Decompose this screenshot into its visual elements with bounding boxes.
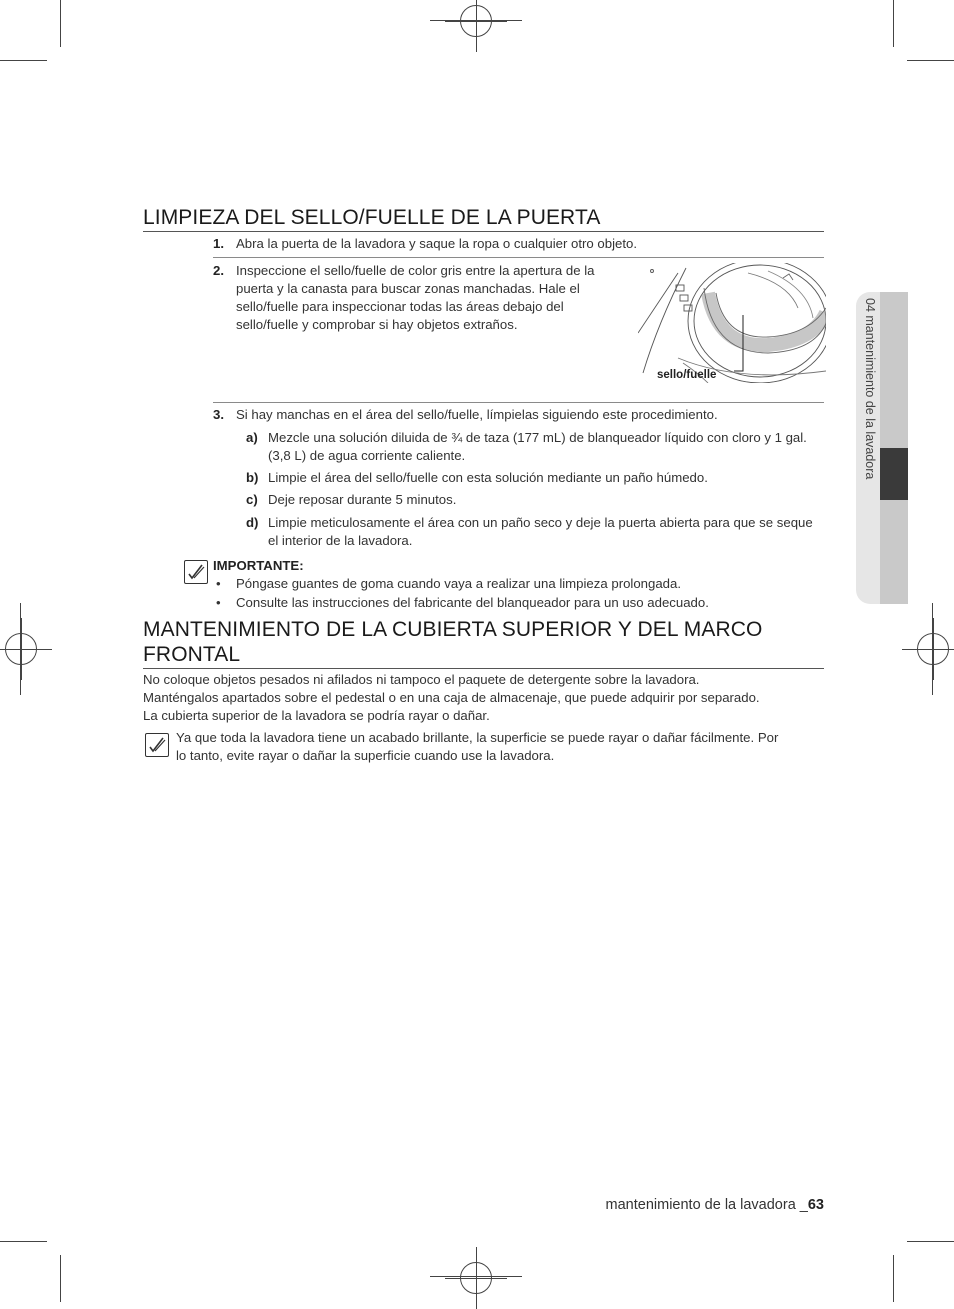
step-text: Abra la puerta de la lavadora y saque la ropa o cualquier otro objeto. <box>236 236 638 251</box>
crop-mark <box>907 1241 954 1242</box>
crop-mark <box>893 0 894 47</box>
step-number: 1. <box>213 236 224 251</box>
step-number: 2. <box>213 263 224 278</box>
substep-label: d) <box>246 515 259 530</box>
substep-label: c) <box>246 492 258 507</box>
substep-label: b) <box>246 470 259 485</box>
paragraph-line: No coloque objetos pesados ni afilados ni tampoco el paquete de detergente sobre la lavadora. <box>143 672 700 687</box>
crop-mark <box>907 60 954 61</box>
registration-mark-icon <box>917 633 949 665</box>
note-line: Ya que toda la lavadora tiene un acabado brillante, la superficie se puede rayar o dañar fácilmente. Por <box>176 730 779 745</box>
bullet-dot: • <box>216 576 221 591</box>
substep-text: Limpie meticulosamente el área con un paño seco y deje la puerta abierta para que se seque el interior de la lavadora. <box>268 515 813 548</box>
divider <box>213 402 824 403</box>
step-text: Si hay manchas en el área del sello/fuelle, límpielas siguiendo este procedimiento. <box>236 407 718 422</box>
substep-text: Deje reposar durante 5 minutos. <box>268 492 457 507</box>
divider <box>213 257 824 258</box>
figure-label: sello/fuelle <box>657 369 717 381</box>
section-title-line: FRONTAL <box>143 643 241 666</box>
crop-mark <box>0 1241 47 1242</box>
bullet-dot: • <box>216 595 221 610</box>
section-title-line: MANTENIMIENTO DE LA CUBIERTA SUPERIOR Y DEL MARCO <box>143 618 763 641</box>
footer-text: mantenimiento de la lavadora _ <box>605 1197 808 1213</box>
crop-mark <box>893 1255 894 1302</box>
section-title-top-cover <box>143 617 824 669</box>
important-bullet: Consulte las instrucciones del fabricante del blanqueador para un uso adecuado. <box>236 595 709 610</box>
note-line: lo tanto, evite rayar o dañar la superficie cuando use la lavadora. <box>176 748 555 763</box>
important-label: IMPORTANTE: <box>213 558 304 573</box>
step-number: 3. <box>213 407 224 422</box>
page-footer <box>606 1197 824 1213</box>
substep-label: a) <box>246 430 258 445</box>
important-bullet: Póngase guantes de goma cuando vaya a realizar una limpieza prolongada. <box>236 576 682 591</box>
crop-mark <box>0 60 47 61</box>
registration-mark-icon <box>460 5 492 37</box>
section-title-door-seal: LIMPIEZA DEL SELLO/FUELLE DE LA PUERTA <box>143 205 824 232</box>
washer-door-seal-illustration <box>638 263 826 383</box>
registration-mark-icon <box>5 633 37 665</box>
paragraph-line: La cubierta superior de la lavadora se podría rayar o dañar. <box>143 708 490 723</box>
substep-text: Limpie el área del sello/fuelle con esta solución mediante un paño húmedo. <box>268 470 708 485</box>
paragraph-line: Manténgalos apartados sobre el pedestal o en una caja de almacenaje, que puede adquirir por separado. <box>143 690 760 705</box>
crop-mark <box>60 0 61 47</box>
substep-text: Mezcle una solución diluida de ¾ de taza (177 mL) de blanqueador líquido con cloro y 1 gal. (3,8 L) de agua corriente caliente. <box>268 430 807 463</box>
crop-mark <box>60 1255 61 1302</box>
note-pencil-icon <box>184 560 208 584</box>
step-text: Inspeccione el sello/fuelle de color gris entre la apertura de la puerta y la canasta para buscar zonas manchadas. Hale el sello/fuelle para inspeccionar todas las áreas debajo del sello/fuelle y comprobar si hay objetos extraños. <box>236 263 595 332</box>
chapter-side-label: 04 mantenimiento de la lavadora <box>863 298 877 480</box>
registration-mark-icon <box>460 1262 492 1294</box>
note-pencil-icon <box>145 733 169 757</box>
page-number: 63 <box>807 1197 824 1213</box>
